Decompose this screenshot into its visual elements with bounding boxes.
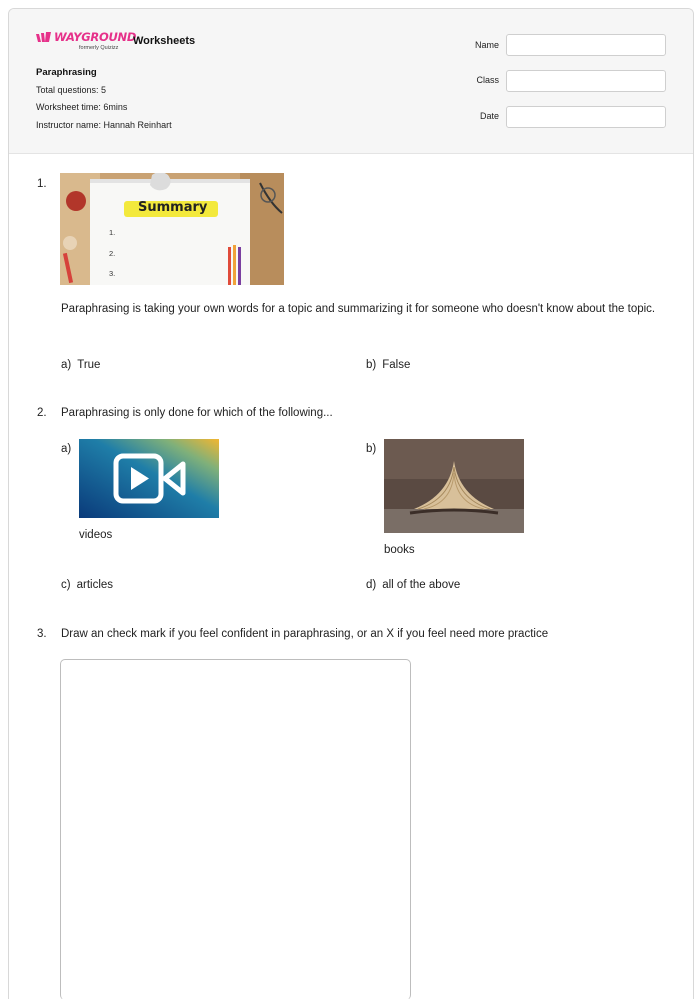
class-field[interactable] xyxy=(506,70,666,92)
question-1-number: 1. xyxy=(37,178,47,190)
question-2-number: 2. xyxy=(37,407,47,419)
date-field[interactable] xyxy=(506,106,666,128)
logo-subtext: formerly Quizizz xyxy=(79,45,119,51)
video-camera-icon[interactable] xyxy=(79,439,219,518)
question-1-option-b[interactable]: b) False xyxy=(366,359,411,371)
question-2-option-a-label[interactable]: videos xyxy=(79,529,113,541)
wayground-logo xyxy=(36,30,137,54)
question-2-option-c[interactable]: c) articles xyxy=(61,579,114,591)
question-2-option-a-key: a) xyxy=(61,443,72,455)
instructor-name: Instructor name: Hannah Reinhart xyxy=(36,120,172,130)
question-2-option-d[interactable]: d) all of the above xyxy=(366,579,461,591)
question-2-text: Paraphrasing is only done for which of the following... xyxy=(61,407,333,419)
question-1-option-a[interactable]: a) True xyxy=(61,359,101,371)
logo-mark-icon xyxy=(36,32,52,43)
class-label: Class xyxy=(476,75,499,85)
question-3-text: Draw an check mark if you feel confident in paraphrasing, or an X if you feel need more practice xyxy=(61,628,549,640)
date-label: Date xyxy=(479,111,499,121)
summary-list-2: 2. xyxy=(109,249,116,258)
summary-list-3: 3. xyxy=(109,269,116,278)
name-label: Name xyxy=(474,40,499,50)
logo-text: WAYGROUND xyxy=(54,30,137,44)
app-name: Worksheets xyxy=(133,35,196,47)
question-2-option-b-key: b) xyxy=(366,443,377,455)
worksheet-header xyxy=(9,9,693,154)
question-1-text: Paraphrasing is taking your own words for a topic and summarizing it for someone who doesn't know about the topic. xyxy=(61,303,656,315)
summary-list-1: 1. xyxy=(109,228,116,237)
question-2-option-b-label[interactable]: books xyxy=(384,544,415,556)
summary-caption: Summary xyxy=(138,200,208,215)
worksheet-title: Paraphrasing xyxy=(36,67,97,78)
question-3-number: 3. xyxy=(37,628,47,640)
worksheet-page xyxy=(8,8,694,999)
total-questions: Total questions: 5 xyxy=(36,85,107,95)
worksheet-time: Worksheet time: 6mins xyxy=(36,102,128,112)
drawing-area[interactable] xyxy=(60,659,411,999)
name-field[interactable] xyxy=(506,34,666,56)
summary-image xyxy=(60,173,284,285)
open-book-image[interactable] xyxy=(384,439,524,533)
